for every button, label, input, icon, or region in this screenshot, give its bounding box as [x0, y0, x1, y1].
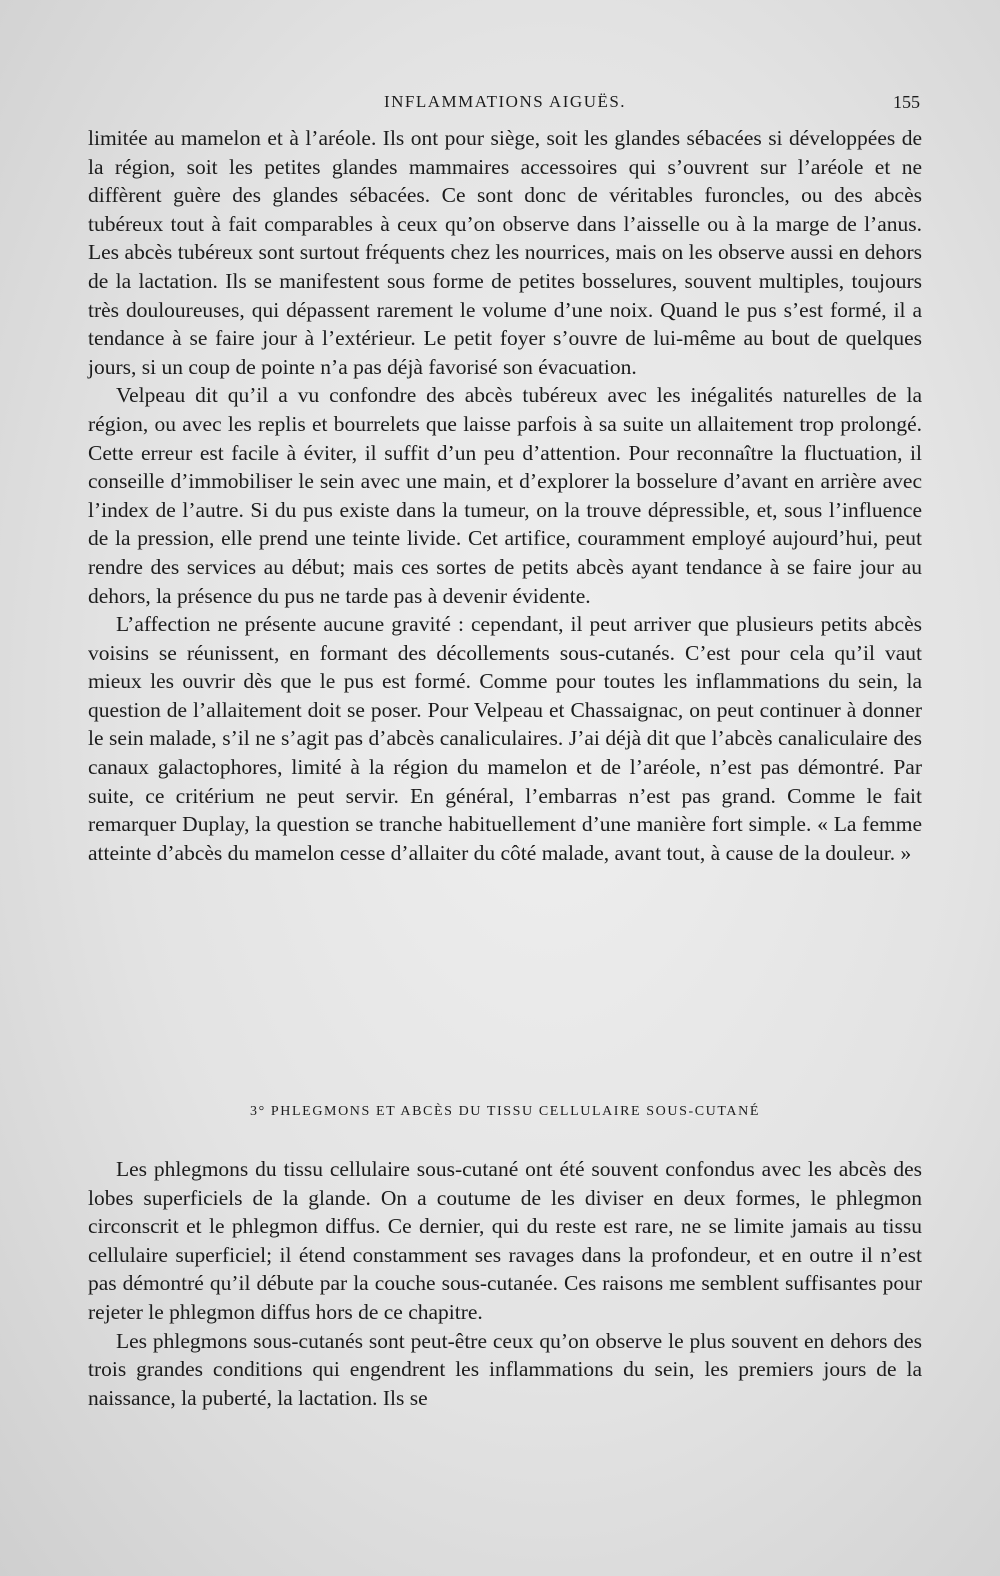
body-text-upper: [88, 124, 922, 867]
body-text-lower: [88, 1155, 922, 1412]
running-head: [90, 92, 920, 116]
section-heading: 3° PHLEGMONS ET ABCÈS DU TISSU CELLULAIRE SOUS-CUTANÉ: [250, 1104, 760, 1119]
paragraph-phlegmons-sous-cutanes: Les phlegmons sous-cutanés sont peut-être ceux qu’on observe le plus souvent en dehors des trois grandes conditions qui engendrent les inflammations du sein, les premiers jours de la naissance, la puberté, la lactation. Ils se: [88, 1328, 922, 1410]
running-title: INFLAMMATIONS AIGUËS.: [383, 92, 627, 111]
paragraph-phlegmons-intro: Les phlegmons du tissu cellulaire sous-cutané ont été souvent confondus avec les abcès des lobes superficiels de la glande. On a coutume de les diviser en deux formes, le phlegmon circonscrit et le phlegmon diffus. Ce dernier, qui du reste est rare, ne se limite jamais au tissu cellulaire superficiel; il étend constamment ses ravages dans la profondeur, et en outre il n’est pas démontré qu’il débute par la couche sous-cutanée. Ces raisons me semblent suffisantes pour rejeter le phlegmon diffus hors de ce chapitre.: [88, 1157, 922, 1324]
paragraph-affection: L’affection ne présente aucune gravité : cependant, il peut arriver que plusieurs petits abcès voisins se réunissent, en formant des décollements sous-cutanés. C’est pour cela qu’il vaut mieux les ouvrir dès que le pus est formé. Comme pour toutes les inflammations du sein, la question de l’allaitement doit se poser. Pour Velpeau et Chassaignac, on peut continuer à donner le sein malade, s’il ne s’agit pas d’abcès canaliculaires. J’ai déjà dit que l’abcès canaliculaire des canaux galactophores, limité à la région du mamelon et de l’aréole, n’est pas démontré. Par suite, ce critérium ne peut servir. En général, l’embarras n’est pas grand. Comme le fait remarquer Duplay, la question se tranche habituellement d’une manière fort simple. « La femme atteinte d’abcès du mamelon cesse d’allaiter du côté malade, avant tout, à cause de la douleur. »: [88, 612, 922, 865]
paragraph-velpeau: Velpeau dit qu’il a vu confondre des abcès tubéreux avec les inégalités naturelles de la région, ou avec les replis et bourrelets que laisse parfois à sa suite un allaitement trop prolongé. Cette erreur est facile à éviter, il suffit d’un peu d’attention. Pour reconnaître la fluctuation, il conseille d’immobiliser le sein avec une main, et d’explorer la bosselure d’avant en arrière avec l’index de l’autre. Si du pus existe dans la tumeur, on la trouve dépressible, et, sous l’influence de la pression, elle prend une teinte livide. Cet artifice, couramment employé aujourd’hui, peut rendre des services au début; mais ces sortes de petits abcès ayant tendance à se faire jour au dehors, la présence du pus ne tarde pas à devenir évidente.: [88, 383, 922, 608]
paragraph-continuation: limitée au mamelon et à l’aréole. Ils ont pour siège, soit les glandes sébacées si développées de la région, soit les petites glandes mammaires accessoires qui s’ouvrent sur l’aréole et ne diffèrent guère des glandes sébacées. Ce sont donc de véritables furoncles, ou des abcès tubéreux tout à fait comparables à ceux qu’on observe dans l’aisselle ou à la marge de l’anus. Les abcès tubéreux sont surtout fréquents chez les nourrices, mais on les observe aussi en dehors de la lactation. Ils se manifestent sous forme de petites bosselures, souvent multiples, toujours très douloureuses, qui dépassent rarement le volume d’une noix. Quand le pus s’est formé, il a tendance à se faire jour à l’extérieur. Le petit foyer s’ouvre de lui-même au bout de quelques jours, si un coup de pointe n’a pas déjà favorisé son évacuation.: [88, 126, 922, 379]
page-number: 155: [893, 92, 920, 112]
